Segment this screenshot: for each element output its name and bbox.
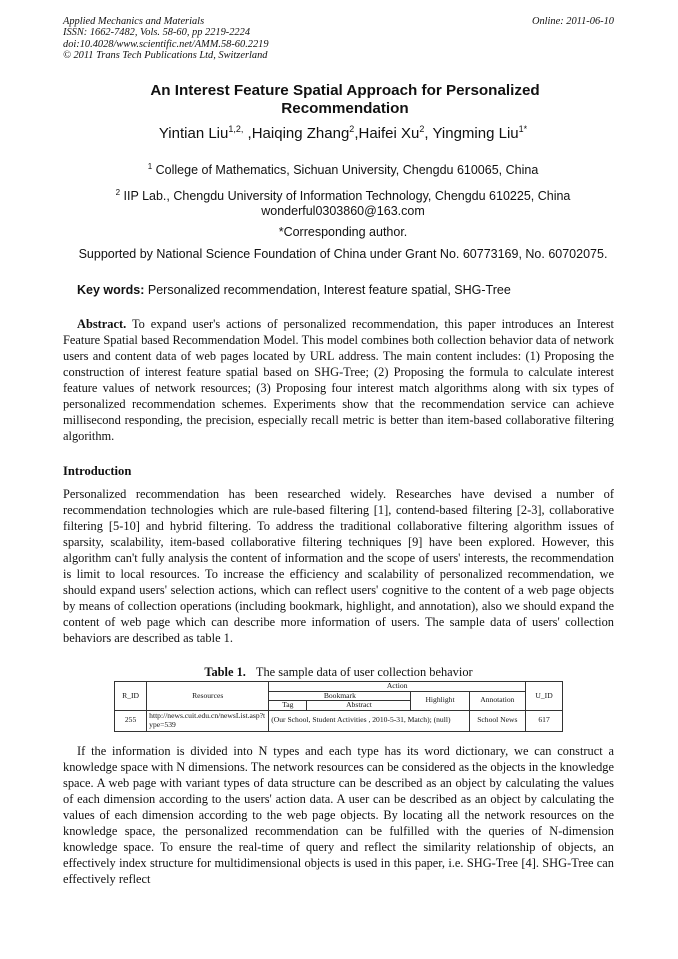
- header-resources: Resources: [147, 682, 269, 711]
- author-email: wonderful0303860@163.com: [261, 204, 425, 218]
- cell-annotation: School News: [469, 710, 526, 731]
- author-sup: 2: [349, 124, 355, 134]
- keywords: [77, 283, 511, 297]
- author-name: Haiqing Zhang: [251, 125, 350, 142]
- abstract-label: Abstract.: [77, 317, 127, 331]
- issn-line: ISSN: 1662-7482, Vols. 58-60, pp 2219-2224: [63, 27, 251, 39]
- cell-resource: http://news.cuit.edu.cn/newsList.asp?type=539: [147, 710, 269, 731]
- header-bookmark: Bookmark: [269, 691, 411, 701]
- author-sep: ,: [354, 125, 359, 142]
- header-rid: R_ID: [115, 682, 147, 711]
- introduction-paragraph: Personalized recommendation has been researched widely. Researches have devised a number of recommendation technologies which are rule-based filtering [1], contend-based filtering [2-3], collaborative filtering [5-10] and hybrid filtering. To address the traditional collaborative filtering algorithm issues of sparsity, scalability, item-based collaborative filtering techniques [9] have been explored. However, this algorithm can't fully analysis the content of information and the scope of users' interests, the recommendation is limit to local resources. To increase the efficiency and scalability of personalized recommendation, we should expand users' selection actions, which can reflect users' cognitive to the content of a web page objects by means of collection operations (including bookmark, highlight, and annotation), also we should expand the content of web page which can describe more information of users. The sample data of users' collection behaviors are described as table 1.: [63, 487, 614, 645]
- header-action: Action: [269, 682, 526, 692]
- cell-uid: 617: [526, 710, 563, 731]
- abstract-paragraph: [63, 316, 614, 444]
- keywords-text: Personalized recommendation, Interest feature spatial, SHG-Tree: [144, 283, 511, 297]
- affiliation-2-sup: 2: [115, 188, 121, 197]
- affiliation-1-text: College of Mathematics, Sichuan University, Chengdu 610065, China: [152, 163, 539, 178]
- affiliation-2: [63, 188, 623, 203]
- author-sep: ,: [243, 125, 252, 142]
- header-tag: Tag: [269, 701, 307, 711]
- keywords-label: Key words:: [77, 283, 145, 297]
- copyright-line: © 2011 Trans Tech Publications Ltd, Switzerland: [63, 50, 268, 62]
- author-sup: 2: [419, 124, 425, 134]
- header-uid: U_ID: [526, 682, 563, 711]
- affiliation-1: [63, 162, 623, 177]
- affiliation-1-sup: 1: [147, 162, 153, 171]
- author-name: Yintian Liu: [158, 125, 229, 142]
- online-date: Online: 2011-06-10: [531, 16, 614, 27]
- corresponding-note: *Corresponding author.: [278, 225, 408, 239]
- author-sup: 1*: [518, 124, 528, 134]
- paper-title: [100, 82, 590, 118]
- author-name: Haifei Xu: [358, 125, 420, 142]
- table-title: The sample data of user collection behavior: [255, 665, 473, 679]
- author-sup: 1,2,: [228, 124, 244, 134]
- author-sep: ,: [424, 125, 433, 142]
- affiliation-2-text: IIP Lab., Chengdu University of Information Technology, Chengdu 610225, China: [120, 189, 571, 204]
- table-row: [115, 710, 563, 731]
- cell-bookmark: (Our School, Student Activities , 2010-5-31, Match); (null): [269, 710, 469, 731]
- header-highlight: Highlight: [411, 691, 469, 710]
- table-label: Table 1.: [204, 665, 246, 679]
- table-caption: [63, 665, 614, 680]
- collection-behavior-table: [114, 681, 563, 732]
- author-list: [63, 124, 623, 142]
- funding-note: Supported by National Science Foundation of China under Grant No. 60773169, No. 60702075.: [78, 247, 608, 261]
- cell-rid: 255: [115, 710, 147, 731]
- body-paragraph: If the information is divided into N types and each type has its word dictionary, we can construct a knowledge space with N dimensions. The network resources can be considered as the objects in the knowledge space. A web page with variant types of data structure can be described as an object by calculating the values of each dimension according to the users' action data. A user can be described as an object by calculating the values of each dimension according to the web page objects. By locating all the network resources on the knowledge space, the personalized recommendation can be fulfilled with the queries of N-dimension knowledge space. To ensure the real-time of query and reflect the similarity relationship of objects, an effectively index structure for multidimensional objects is used in this paper, i.e. SHG-Tree [4]. SHG-Tree can effectively reflect: [63, 744, 614, 886]
- journal-header: [63, 16, 269, 62]
- header-annotation: Annotation: [469, 691, 526, 710]
- doi-line: doi:10.4028/www.scientific.net/AMM.58-60.2219: [63, 38, 269, 50]
- author-name: Yingming Liu: [432, 125, 519, 142]
- journal-name: Applied Mechanics and Materials: [63, 16, 205, 27]
- abstract-text: To expand user's actions of personalized recommendation, this paper introduces an Interest Feature Spatial based Recommendation Model. This model combines both collection behavior data of network users and content data of web pages located by URL address. The main content includes: (1) Proposing the construction of interest feature spatial based on SHG-Tree; (2) Proposing the formula to calculate interest feature values of network resources; (3) Proposing four interest match algorithms along with six types of personalized recommendation schemes. Experiments show that the recommendation service can achieve millisecond responding, the precision, especially recall metric is better than item-based collaborative filtering algorithm.: [63, 317, 614, 443]
- title-line-1: An Interest Feature Spatial Approach for Personalized: [150, 82, 540, 99]
- title-line-2: Recommendation: [281, 100, 409, 117]
- header-abstract: Abstract: [307, 701, 411, 711]
- section-heading-introduction: Introduction: [63, 464, 132, 478]
